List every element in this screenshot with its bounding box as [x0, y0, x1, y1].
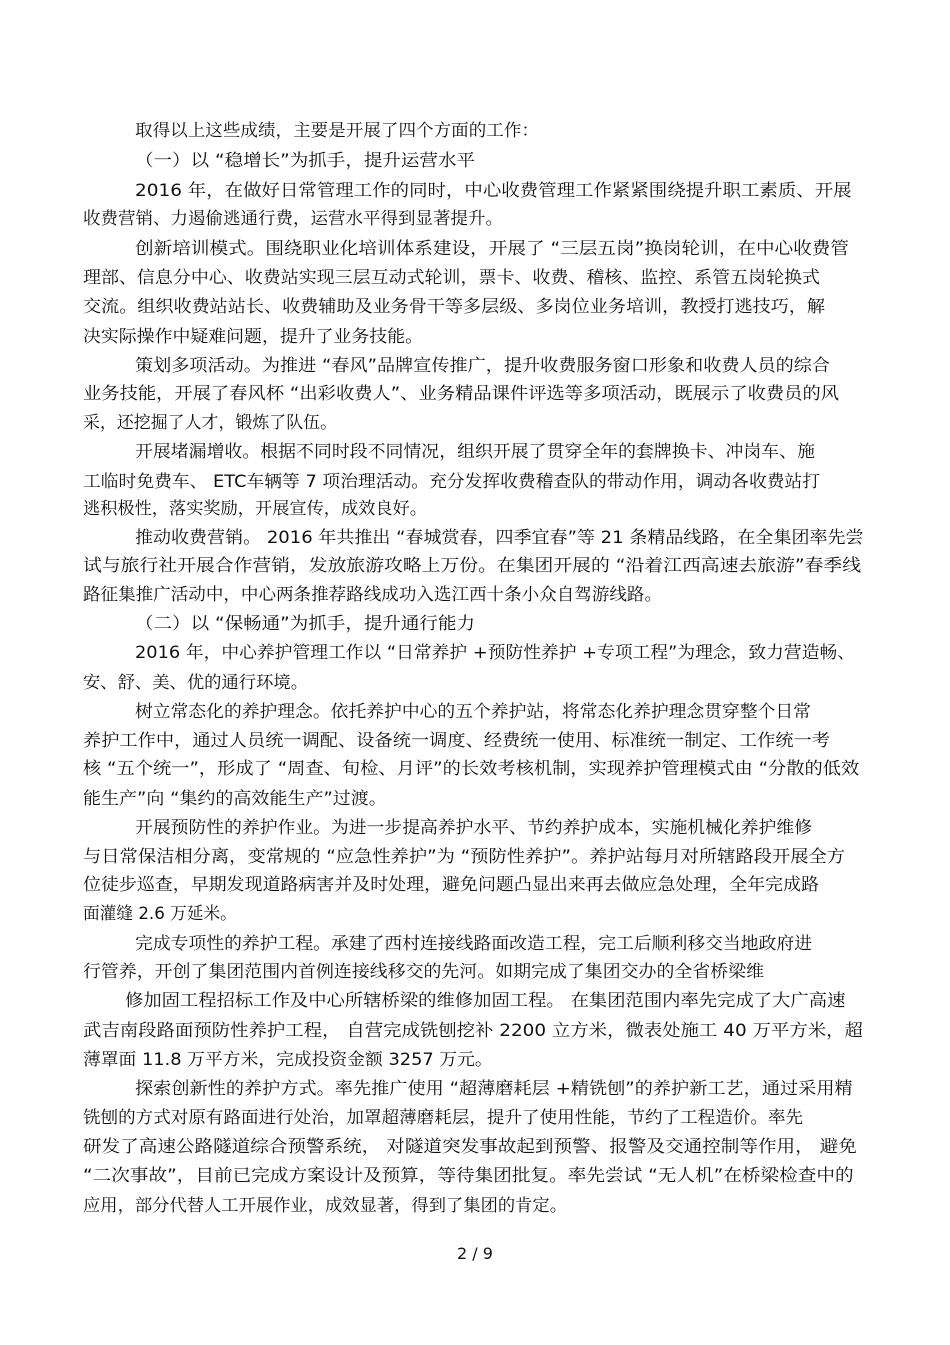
text-line: 交流。组织收费站站长、收费辅助及业务骨干等多层级、多岗位业务培训，教授打逃技巧，解 — [83, 297, 826, 317]
text-line: 2016 年，中心养护管理工作以 “日常养护 +预防性养护 +专项工程”为理念，致力营造畅、 — [135, 643, 855, 663]
text-line: 核 “五个统一”，形成了 “周查、旬检、月评”的长效考核机制，实现养护管理模式由 “分散的低效 — [83, 759, 860, 779]
text-line: 开展堵漏增收。根据不同时段不同情况，组织开展了贯穿全年的套牌换卡、冲岗车、施 — [135, 442, 815, 462]
text-line: 取得以上这些成绩，主要是开展了四个方面的工作： — [135, 121, 539, 141]
text-line: 探索创新性的养护方式。率先推广使用 “超薄磨耗层 +精铣刨”的养护新工艺，通过采用精 — [135, 1079, 853, 1099]
text-line: 工临时免费车、 ETC车辆等 7 项治理活动。充分发挥收费稽查队的带动作用，调动各收费站打 — [83, 472, 821, 492]
text-line: 策划多项活动。为推进 “春风”品牌宣传推广，提升收费服务窗口形象和收费人员的综合 — [135, 356, 831, 376]
text-line: 研发了高速公路隧道综合预警系统， 对隧道突发事故起到预警、报警及交通控制等作用， 避免 — [83, 1137, 857, 1157]
text-line: 开展预防性的养护作业。为进一步提高养护水平、节约养护成本，实施机械化养护维修 — [135, 818, 813, 838]
text-line: 薄罩面 11.8 万平方米，完成投资金额 3257 万元。 — [83, 1050, 493, 1070]
text-line: 完成专项性的养护工程。承建了西村连接线路面改造工程，完工后顺利移交当地政府进 — [135, 934, 813, 954]
text-line: 养护工作中，通过人员统一调配、设备统一调度、经费统一使用、标准统一制定、工作统一考 — [83, 731, 830, 751]
page-number: 2 / 9 — [457, 1244, 493, 1263]
text-line: 理部、信息分中心、收费站实现三层互动式轮训，票卡、收费、稽核、监控、系管五岗轮换式 — [83, 268, 821, 288]
text-line: 业务技能，开展了春风杯 “出彩收费人”、业务精品课件评选等多项活动，既展示了收费员的风 — [83, 384, 840, 404]
text-line: 路征集推广活动中，中心两条推荐路线成功入选江西十条小众自驾游线路。 — [83, 585, 663, 605]
text-line: 2016 年，在做好日常管理工作的同时，中心收费管理工作紧紧围绕提升职工素质、开展 — [135, 181, 852, 201]
text-line: 收费营销、力遏偷逃通行费，运营水平得到显著提升。 — [83, 209, 503, 229]
text-line: 应用，部分代替人工开展作业，成效显著，得到了集团的肯定。 — [83, 1196, 567, 1216]
text-line: “二次事故”，目前已完成方案设计及预算，等待集团批复。率先尝试 “无人机”在桥梁检查中的 — [83, 1166, 854, 1186]
text-line: 修加固工程招标工作及中心所辖桥梁的维修加固工程。 在集团范围内率先完成了大广高速 — [125, 991, 846, 1011]
text-line: 推动收费营销。 2016 年共推出 “春城赏春，四季宜春”等 21 条精品线路，在全集团率先尝 — [135, 528, 864, 548]
text-line: 与日常保洁相分离，变常规的 “应急性养护”为 “预防性养护”。养护站每月对所辖路段开展全方 — [83, 847, 846, 867]
text-line: 铣刨的方式对原有路面进行处治，加罩超薄磨耗层，提升了使用性能，节约了工程造价。率先 — [83, 1108, 804, 1128]
text-line: 位徒步巡查，早期发现道路病害并及时处理，避免问题凸显出来再去做应急处理，全年完成路 — [83, 875, 820, 895]
text-line: 决实际操作中疑难问题，提升了业务技能。 — [83, 327, 423, 347]
text-line: 安、舒、美、优的通行环境。 — [83, 673, 309, 693]
text-line: 试与旅行社开展合作营销，发放旅游攻略上万份。在集团开展的 “沿着江西高速去旅游”春季线 — [83, 556, 862, 576]
text-line: 逃积极性，落实奖励，开展宣传，成效良好。 — [83, 499, 428, 519]
text-line: 树立常态化的养护理念。依托养护中心的五个养护站，将常态化养护理念贯穿整个日常 — [135, 702, 811, 722]
text-line: 行管养，开创了集团范围内首例连接线移交的先河。如期完成了集团交办的全省桥梁维 — [83, 962, 765, 982]
text-line: 武吉南段路面预防性养护工程， 自营完成铣刨挖补 2200 立方米，微表处施工 40 万平方米，超 — [83, 1021, 863, 1041]
text-line: 面灌缝 2.6 万延米。 — [83, 904, 237, 924]
text-line: （一）以 “稳增长”为抓手，提升运营水平 — [135, 151, 476, 171]
text-line: 采，还挖掘了人才，锻炼了队伍。 — [83, 413, 338, 433]
text-line: 创新培训模式。围绕职业化培训体系建设，开展了 “三层五岗”换岗轮训，在中心收费管 — [135, 239, 850, 259]
text-line: （二）以 “保畅通”为抓手，提升通行能力 — [135, 614, 476, 634]
text-line: 能生产”向 “集约的高效能生产”过渡。 — [83, 789, 387, 809]
